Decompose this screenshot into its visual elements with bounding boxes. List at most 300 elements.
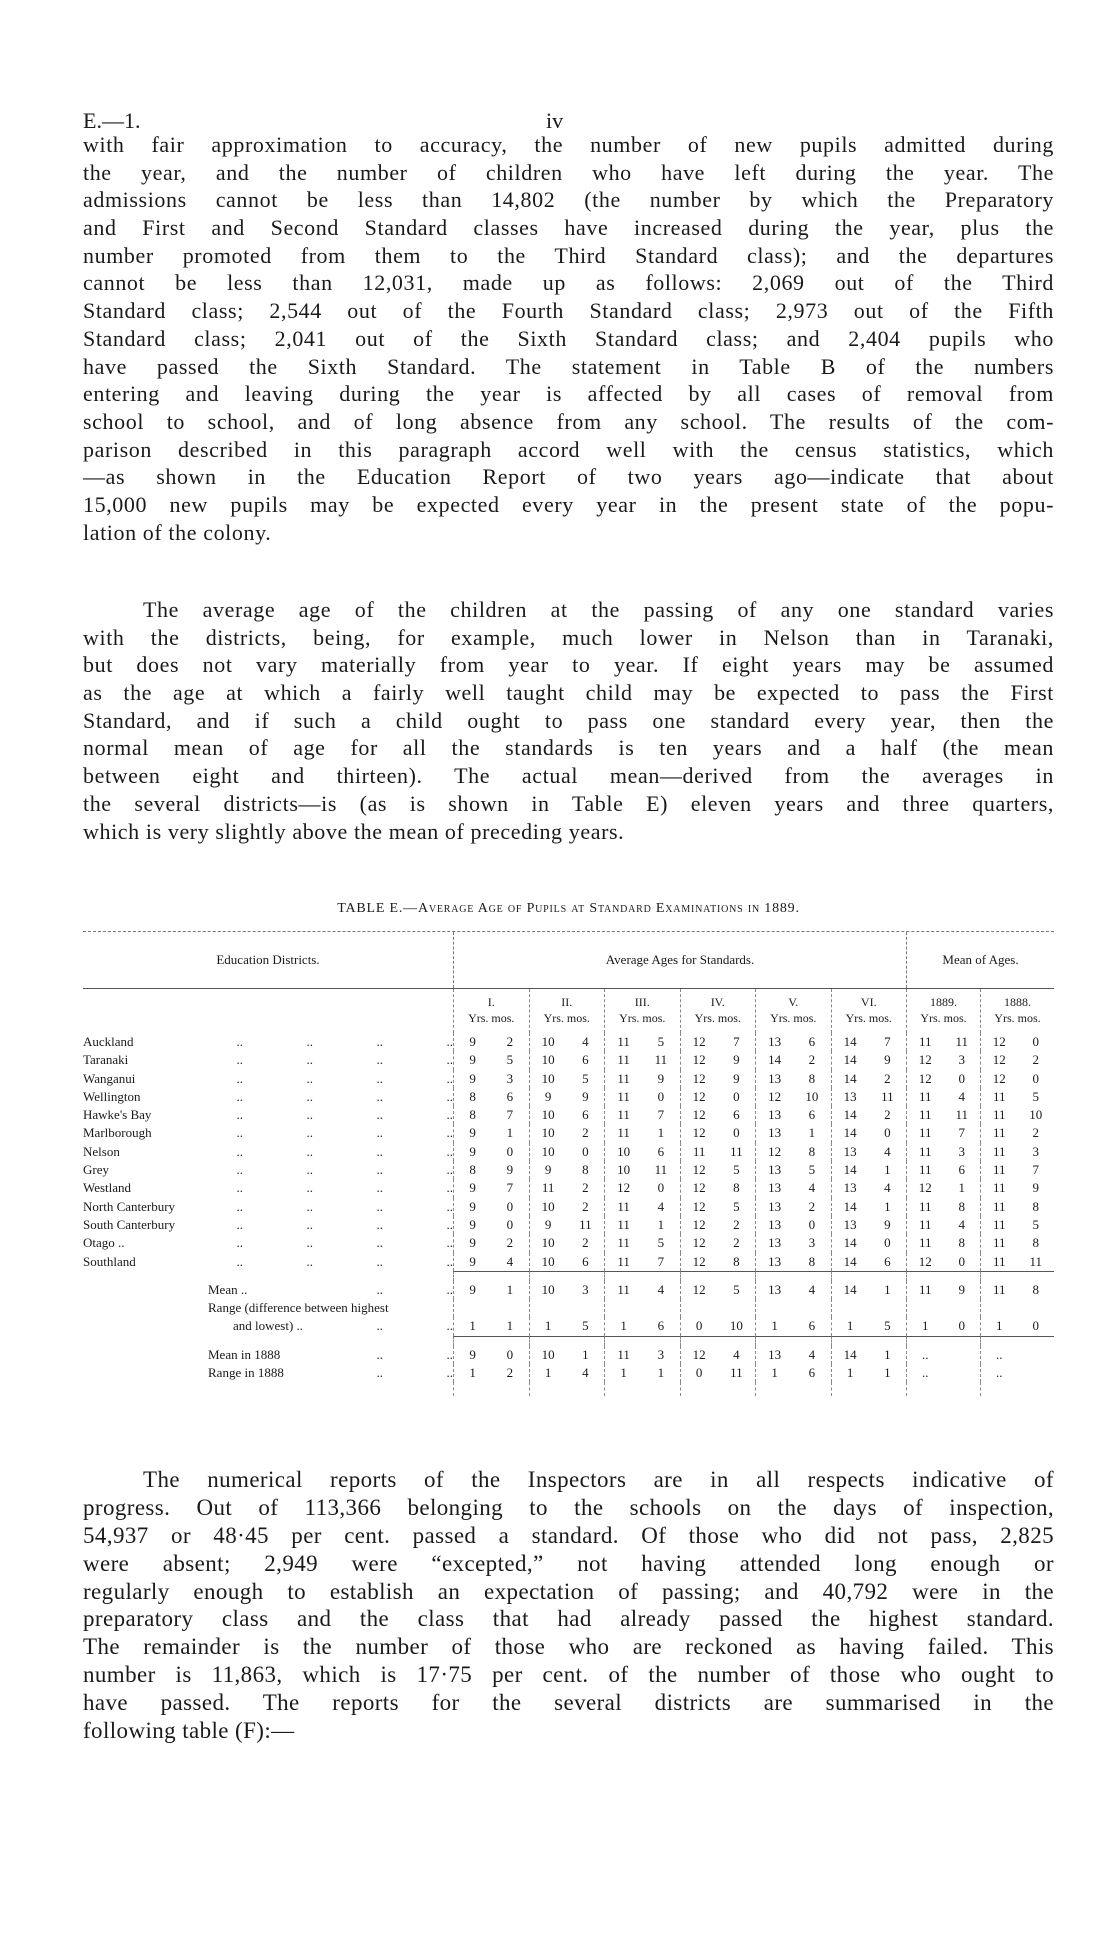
- gap-cell: [680, 1336, 756, 1346]
- leader-dots: ..: [446, 1235, 453, 1251]
- column-label: 1888.: [1004, 995, 1031, 1009]
- summary-label: [83, 1317, 453, 1335]
- column-units: Yrs. mos.: [845, 1011, 892, 1025]
- years-value: 11: [992, 1125, 1006, 1141]
- months-value: 10: [805, 1088, 819, 1104]
- months-value: 5: [733, 1162, 740, 1178]
- age-cell: [980, 1143, 1054, 1161]
- years-value: 9: [544, 1216, 552, 1232]
- gap-cell: [529, 1271, 605, 1281]
- months-value: 1: [582, 1346, 589, 1362]
- age-cell: [831, 1253, 907, 1271]
- age-cell: [755, 1234, 831, 1252]
- text-line: The numerical reports of the Inspectors are in all respects indicative of: [143, 1467, 1054, 1492]
- summary-label: [83, 1364, 453, 1382]
- months-value: 5: [1032, 1088, 1039, 1104]
- leader-dots: ..: [376, 1318, 383, 1334]
- months-value: 0: [506, 1216, 514, 1232]
- leader-dots: ..: [236, 1125, 243, 1141]
- gap-cell: [604, 1271, 680, 1281]
- age-cell: [831, 1198, 907, 1216]
- row-name: Mean ..: [208, 1281, 248, 1297]
- years-value: 13: [768, 1034, 782, 1049]
- text-line: number is 11,863, which is 17·75 per cent. of the number of those who ought to: [83, 1662, 1054, 1688]
- months-value: 2: [1032, 1125, 1039, 1141]
- district-cell: [83, 1253, 453, 1271]
- years-value: 14: [843, 1235, 857, 1251]
- text-line: Standard, and if such a child ought to pass one standard every year, then the: [83, 707, 1054, 733]
- years-value: 12: [692, 1235, 706, 1251]
- age-cell: [453, 1070, 529, 1088]
- age-cell: [755, 1033, 831, 1051]
- paragraph-average-age: [83, 596, 1054, 845]
- years-value: 13: [768, 1125, 782, 1141]
- years-value: 10: [541, 1253, 555, 1269]
- months-value: 1: [506, 1125, 514, 1141]
- years-value: 11: [918, 1198, 932, 1214]
- years-value: 11: [617, 1281, 630, 1297]
- leader-dots: ..: [376, 1034, 383, 1049]
- leader-dots-group: [131, 1179, 453, 1197]
- leader-dots-group: [152, 1124, 453, 1142]
- years-value: 1: [771, 1365, 778, 1381]
- years-value: 13: [768, 1216, 782, 1232]
- years-value: 10: [541, 1107, 555, 1123]
- age-cell: [453, 1234, 529, 1252]
- years-value: 11: [992, 1162, 1006, 1178]
- months-value: 1: [506, 1281, 514, 1297]
- leader-dots-group: [125, 1234, 453, 1252]
- age-cell: [831, 1143, 907, 1161]
- district-cell: [83, 1161, 453, 1179]
- leader-dots: ..: [306, 1107, 313, 1123]
- gap-cell: [906, 1336, 980, 1346]
- months-value: 1: [657, 1365, 665, 1381]
- months-value: 3: [657, 1346, 665, 1362]
- leader-dots: ..: [236, 1088, 243, 1104]
- years-value: 9: [469, 1281, 476, 1297]
- years-value: 14: [843, 1034, 857, 1049]
- age-cell: [755, 1317, 831, 1335]
- text-line: the year, and the number of children who have left during the year. The: [83, 159, 1054, 185]
- age-cell: [831, 1234, 907, 1252]
- months-value: 0: [958, 1253, 965, 1269]
- leader-dots: ..: [236, 1235, 243, 1251]
- age-cell: [680, 1124, 756, 1142]
- months-value: 0: [582, 1143, 589, 1159]
- years-value: 10: [541, 1198, 555, 1214]
- months-value: 5: [506, 1052, 514, 1068]
- column-label: I.: [487, 995, 495, 1009]
- months-value: 0: [808, 1216, 816, 1232]
- column-header-4: [680, 989, 756, 1033]
- months-value: 7: [506, 1180, 514, 1196]
- age-cell: [906, 1281, 980, 1299]
- age-cell: [453, 1088, 529, 1106]
- months-value: 2: [808, 1198, 816, 1214]
- district-cell: [83, 1070, 453, 1088]
- years-value: 13: [768, 1162, 782, 1178]
- months-value: 8: [1032, 1235, 1039, 1251]
- age-cell: [906, 1198, 980, 1216]
- leader-dots: ..: [446, 1034, 453, 1049]
- months-value: 3: [582, 1281, 589, 1297]
- age-cell: [906, 1070, 980, 1088]
- months-value: 6: [506, 1088, 514, 1104]
- age-cell: [906, 1051, 980, 1069]
- months-value: [1018, 1364, 1055, 1382]
- years-value: 1: [469, 1318, 476, 1334]
- gap-spacer: [83, 1271, 453, 1281]
- leader-dots: ..: [376, 1088, 383, 1104]
- row-name: Wanganui: [83, 1070, 136, 1086]
- years-value: 11: [692, 1143, 706, 1159]
- age-cell: [906, 1033, 980, 1051]
- leader-dots-group: [284, 1364, 453, 1382]
- leader-dots-group: [134, 1033, 453, 1051]
- gap-cell: [604, 1382, 680, 1396]
- leader-dots-group: [303, 1317, 453, 1335]
- years-value: 12: [918, 1253, 932, 1269]
- age-cell: [906, 1317, 980, 1335]
- months-value: 1: [958, 1180, 965, 1196]
- empty-cell: [831, 1299, 907, 1317]
- years-value: 10: [541, 1235, 555, 1251]
- column-units: Yrs. mos.: [920, 1011, 967, 1025]
- years-value: 13: [843, 1088, 857, 1104]
- years-value: 12: [692, 1253, 706, 1269]
- months-value: 8: [1032, 1281, 1039, 1297]
- months-value: 3: [808, 1235, 816, 1251]
- years-value: 10: [541, 1125, 555, 1141]
- months-value: 8: [1032, 1198, 1039, 1214]
- empty-cell: [453, 1299, 529, 1317]
- years-value: 13: [843, 1143, 857, 1159]
- page-number: iv: [546, 108, 564, 133]
- months-value: 9: [1032, 1180, 1039, 1196]
- age-cell: [755, 1198, 831, 1216]
- age-cell: [980, 1253, 1054, 1271]
- years-value: 1: [620, 1365, 627, 1381]
- row-name: Grey: [83, 1162, 109, 1178]
- gap-cell: [680, 1382, 756, 1396]
- age-cell: [831, 1088, 907, 1106]
- age-cell: [906, 1234, 980, 1252]
- years-value: 11: [617, 1052, 630, 1068]
- age-cell: [453, 1198, 529, 1216]
- column-label: II.: [561, 995, 573, 1009]
- leader-dots: ..: [446, 1143, 453, 1159]
- leader-dots: ..: [306, 1070, 313, 1086]
- age-cell: [980, 1161, 1054, 1179]
- age-cell: [604, 1198, 680, 1216]
- months-value: 0: [1032, 1318, 1039, 1334]
- years-value: 11: [918, 1162, 932, 1178]
- table-row: [83, 1051, 1054, 1069]
- table-row: [83, 1033, 1054, 1051]
- months-value: 6: [958, 1162, 965, 1178]
- months-value: 3: [506, 1070, 514, 1086]
- leader-dots: ..: [306, 1253, 313, 1269]
- years-value: 12: [992, 1052, 1006, 1068]
- leader-dots: ..: [376, 1107, 383, 1123]
- row-gap: [83, 1271, 1054, 1281]
- leader-dots: ..: [376, 1365, 383, 1381]
- years-value: 1: [996, 1318, 1003, 1334]
- age-cell: [529, 1346, 605, 1364]
- gap-cell: [755, 1382, 831, 1396]
- years-value: 11: [992, 1216, 1006, 1232]
- leader-dots: ..: [446, 1070, 453, 1086]
- column-units: Yrs. mos.: [619, 1011, 666, 1025]
- age-cell: [831, 1364, 907, 1382]
- months-value: 2: [884, 1107, 891, 1123]
- years-value: 11: [992, 1253, 1006, 1269]
- years-value: 10: [541, 1143, 555, 1159]
- months-value: 8: [808, 1143, 816, 1159]
- age-cell: [453, 1253, 529, 1271]
- months-value: 9: [884, 1052, 891, 1068]
- age-cell: [906, 1106, 980, 1124]
- age-cell: [680, 1216, 756, 1234]
- age-cell: [831, 1281, 907, 1299]
- text-line: cannot be less than 12,031, made up as follows: 2,069 out of the Third: [83, 270, 1054, 296]
- years-value: 8: [469, 1162, 476, 1178]
- months-value: 1: [657, 1216, 665, 1232]
- months-value: 0: [958, 1318, 965, 1334]
- months-value: 11: [730, 1365, 743, 1381]
- months-value: 2: [506, 1235, 514, 1251]
- years-value: 12: [692, 1034, 706, 1049]
- months-value: 0: [958, 1070, 965, 1086]
- age-cell: [831, 1346, 907, 1364]
- text-line: with the districts, being, for example, much lower in Nelson than in Taranaki,: [83, 624, 1054, 650]
- table-title: [83, 900, 1054, 918]
- months-value: 7: [884, 1034, 891, 1049]
- years-value: 13: [768, 1198, 782, 1214]
- months-value: 2: [506, 1034, 514, 1049]
- text-line: —as shown in the Education Report of two years ago—indicate that about: [83, 464, 1054, 490]
- age-cell: [529, 1033, 605, 1051]
- gap-cell: [980, 1271, 1054, 1281]
- years-value: 14: [843, 1052, 857, 1068]
- summary-row: [83, 1299, 1054, 1317]
- age-cell: [755, 1216, 831, 1234]
- row-gap: [83, 1336, 1054, 1346]
- district-cell: [83, 1234, 453, 1252]
- leader-dots: ..: [306, 1235, 313, 1251]
- text-line: regularly enough to establish an expectation of passing; and 40,792 were in the: [83, 1578, 1054, 1604]
- column-label: VI.: [860, 995, 877, 1009]
- leader-dots-group: [175, 1216, 453, 1234]
- leader-dots: ..: [376, 1143, 383, 1159]
- age-cell: [980, 1317, 1054, 1335]
- leader-dots: ..: [306, 1088, 313, 1104]
- years-value: 12: [692, 1216, 706, 1232]
- age-cell: [755, 1051, 831, 1069]
- months-value: 2: [582, 1235, 589, 1251]
- months-value: 1: [808, 1125, 816, 1141]
- text-line: as the age at which a fairly well taught child may be expected to pass the First: [83, 680, 1054, 706]
- years-value: 12: [692, 1162, 706, 1178]
- summary-row: [83, 1281, 1054, 1299]
- months-value: 11: [654, 1052, 668, 1068]
- leader-dots-group: [247, 1281, 453, 1299]
- text-line: but does not vary materially from year to year. If eight years may be assumed: [83, 652, 1054, 678]
- age-cell: [604, 1143, 680, 1161]
- years-value: 13: [843, 1216, 857, 1232]
- age-cell: [680, 1051, 756, 1069]
- years-value: 11: [617, 1235, 630, 1251]
- district-cell: [83, 1033, 453, 1051]
- gap-spacer: [83, 1382, 453, 1396]
- months-value: 1: [884, 1198, 891, 1214]
- leader-dots: ..: [306, 1052, 313, 1068]
- years-value: 12: [992, 1034, 1006, 1049]
- months-value: 2: [506, 1365, 514, 1381]
- years-value: 8: [469, 1107, 476, 1123]
- age-cell: [453, 1346, 529, 1364]
- header-mean-of-ages: Mean of Ages.: [906, 932, 1054, 988]
- years-value: 9: [469, 1253, 476, 1269]
- age-cell: [680, 1346, 756, 1364]
- years-value: 0: [695, 1365, 703, 1381]
- age-cell: [980, 1088, 1054, 1106]
- table-row: [83, 1088, 1054, 1106]
- years-value: 9: [469, 1052, 476, 1068]
- months-value: 6: [657, 1143, 665, 1159]
- leader-dots: ..: [236, 1052, 243, 1068]
- months-value: 9: [733, 1052, 740, 1068]
- age-cell: [529, 1161, 605, 1179]
- district-cell: [83, 1051, 453, 1069]
- age-cell: [453, 1216, 529, 1234]
- column-header-5: [755, 989, 831, 1033]
- age-cell: [755, 1346, 831, 1364]
- years-value: 11: [918, 1088, 932, 1104]
- age-cell: [906, 1161, 980, 1179]
- text-line: entering and leaving during the year is affected by all cases of removal from: [83, 381, 1054, 407]
- age-cell: [980, 1281, 1054, 1299]
- age-cell: [831, 1124, 907, 1142]
- months-value: 2: [582, 1198, 589, 1214]
- leader-dots: ..: [236, 1216, 243, 1232]
- months-value: 6: [657, 1318, 665, 1334]
- age-cell: [604, 1346, 680, 1364]
- text-line: the several districts—is (as is shown in Table E) eleven years and three quarters,: [83, 790, 1054, 816]
- age-cell: [453, 1317, 529, 1335]
- age-cell: [680, 1106, 756, 1124]
- years-value: 11: [992, 1235, 1006, 1251]
- gap-cell: [831, 1336, 907, 1346]
- text-line: progress. Out of 113,366 belonging to the schools on the days of inspection,: [83, 1494, 1054, 1520]
- months-value: 4: [808, 1180, 816, 1196]
- age-cell: [604, 1124, 680, 1142]
- years-value: 12: [692, 1088, 706, 1104]
- age-cell: [980, 1216, 1054, 1234]
- row-name: Taranaki: [83, 1052, 129, 1068]
- years-value: ..: [996, 1346, 1003, 1362]
- months-value: 4: [582, 1034, 589, 1049]
- months-value: 4: [884, 1143, 891, 1159]
- age-cell: [604, 1051, 680, 1069]
- column-header-7: [906, 989, 980, 1033]
- text-line: school to school, and of long absence from any school. The results of the com-: [83, 408, 1054, 434]
- district-cell: [83, 1216, 453, 1234]
- leader-dots: ..: [236, 1162, 243, 1178]
- age-cell: [529, 1364, 605, 1382]
- years-value: 11: [617, 1253, 630, 1269]
- years-value: 11: [918, 1281, 932, 1297]
- months-value: 5: [808, 1162, 816, 1178]
- leader-dots: ..: [446, 1180, 453, 1196]
- years-value: 10: [541, 1070, 555, 1086]
- column-units: Yrs. mos.: [770, 1011, 817, 1025]
- age-cell: [529, 1143, 605, 1161]
- age-cell: [453, 1179, 529, 1197]
- months-value: 8: [808, 1070, 816, 1086]
- months-value: 4: [657, 1281, 665, 1297]
- age-cell: [453, 1106, 529, 1124]
- column-label: 1889.: [930, 995, 957, 1009]
- leader-dots-group: [109, 1161, 453, 1179]
- years-value: 9: [544, 1088, 552, 1104]
- row-name: Range in 1888: [208, 1365, 284, 1381]
- months-value: 5: [884, 1318, 891, 1334]
- years-value: 12: [692, 1346, 706, 1362]
- text-line: preparatory class and the class that had already passed the highest standard.: [83, 1606, 1054, 1632]
- years-value: 14: [843, 1162, 857, 1178]
- age-cell: [529, 1124, 605, 1142]
- leader-dots: ..: [446, 1125, 453, 1141]
- years-value: 1: [846, 1365, 854, 1381]
- years-value: 11: [918, 1107, 932, 1123]
- months-value: 0: [657, 1180, 665, 1196]
- years-value: 1: [469, 1365, 476, 1381]
- years-value: 11: [992, 1198, 1006, 1214]
- months-value: 11: [1029, 1253, 1043, 1269]
- table-body: [83, 989, 1054, 1396]
- months-value: 8: [582, 1162, 589, 1178]
- months-value: 0: [1032, 1034, 1039, 1049]
- leader-dots: ..: [376, 1216, 383, 1232]
- text-line: with fair approximation to accuracy, the number of new pupils admitted during: [83, 132, 1054, 157]
- years-value: 9: [469, 1216, 476, 1232]
- months-value: 8: [808, 1253, 816, 1269]
- months-value: 4: [958, 1216, 965, 1232]
- district-cell: [83, 1106, 453, 1124]
- table-title-prefix: TABLE E.—: [337, 901, 418, 916]
- years-value: 12: [692, 1125, 706, 1141]
- leader-dots: ..: [376, 1070, 383, 1086]
- years-value: 14: [843, 1253, 857, 1269]
- age-cell: [680, 1143, 756, 1161]
- text-line: parison described in this paragraph accord well with the census statistics, which: [83, 436, 1054, 462]
- months-value: 2: [733, 1216, 740, 1232]
- years-value: 14: [843, 1346, 857, 1362]
- age-cell: [529, 1106, 605, 1124]
- leader-dots: ..: [236, 1070, 243, 1086]
- age-cell: [831, 1216, 907, 1234]
- age-cell: [604, 1179, 680, 1197]
- months-value: [944, 1364, 981, 1382]
- months-value: 0: [506, 1198, 514, 1214]
- months-value: 11: [881, 1088, 894, 1104]
- leader-dots: ..: [446, 1198, 453, 1214]
- gap-cell: [453, 1382, 529, 1396]
- column-header-8: [980, 989, 1054, 1033]
- leader-dots-group: [140, 1088, 453, 1106]
